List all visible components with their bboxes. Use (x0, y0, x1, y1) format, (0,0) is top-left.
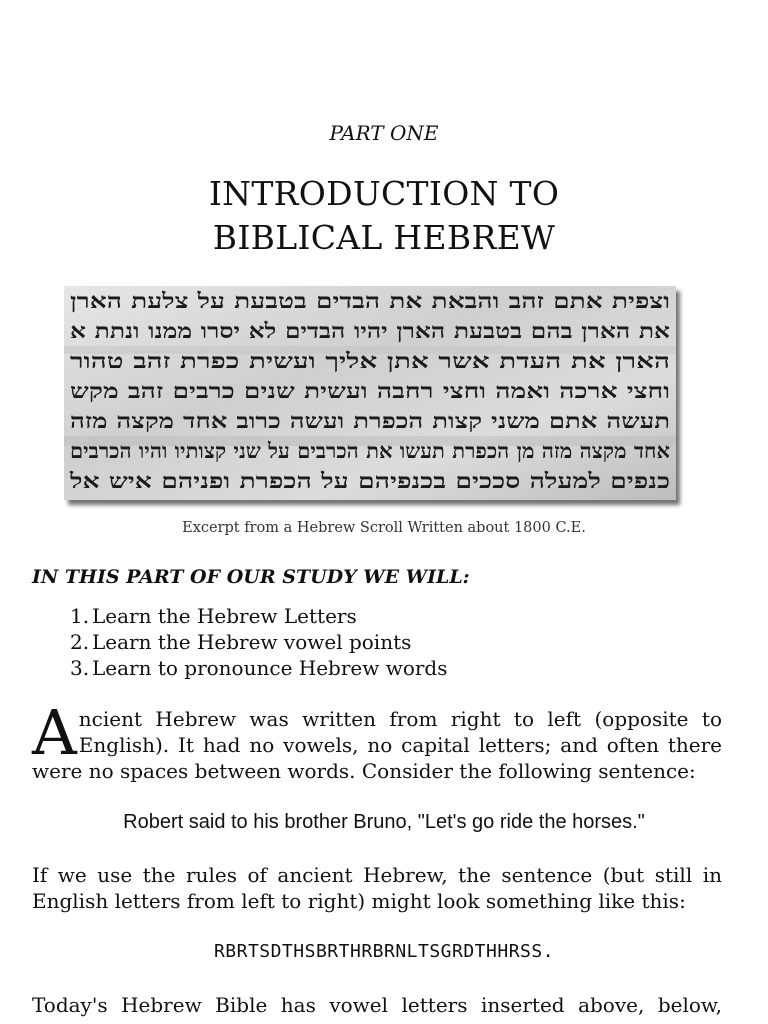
scroll-line: וחצי ארכה ואמה וחצי רחבה ועשית שנים כרבים זהב מקש (70, 378, 670, 403)
list-item: 1. Learn the Hebrew Letters (70, 604, 357, 628)
paragraph-line: English). It had no vowels, no capital letters; and often there (78, 733, 722, 757)
page-title (0, 172, 768, 260)
scroll-line: הארן את העדת אשר אתן אליך ועשית כפרת זהב טהור (70, 348, 670, 373)
list-item: 3. Learn to pronounce Hebrew words (70, 656, 448, 680)
part-label: PART ONE (329, 121, 439, 145)
paragraph-line: ncient Hebrew was written from right to left (opposite to (78, 707, 722, 731)
title-line-1: INTRODUCTION TO (208, 174, 560, 213)
paragraph-line: English letters from left to right) might look something like this: (32, 889, 686, 913)
scroll-line: כנפים למעלה סככים בכנפיהם על הכפרת ופניהם איש אל (68, 468, 671, 493)
hebrew-scroll-image (64, 286, 676, 500)
image-caption: Excerpt from a Hebrew Scroll Written about 1800 C.E. (182, 520, 586, 536)
scroll-line: את הארן בהם בטבעת הארן יהיו הבדים לא יסרו ממנו ונתת א (70, 318, 670, 343)
title-line-2: BIBLICAL HEBREW (212, 218, 556, 257)
compressed-example: RBRTSDTHSBRTHRBRNLTSGRDTHHRSS. (213, 941, 555, 962)
example-sentence: Robert said to his brother Bruno, "Let's go ride the horses." (123, 811, 645, 833)
objectives-list (70, 603, 448, 681)
scroll-line: וצפית אתם זהב והבאת את הבדים בטבעת על צלעת הארן (70, 288, 670, 313)
paragraph-line: If we use the rules of ancient Hebrew, the sentence (but still in (32, 863, 722, 887)
objectives-heading: IN THIS PART OF OUR STUDY WE WILL: (32, 566, 470, 588)
list-item: 2. Learn the Hebrew vowel points (70, 630, 412, 654)
scroll-line: אחד מקצה מזה מן הכפרת תעשו את הכרבים על שני קצותיו והיו הכרבים (70, 438, 670, 463)
intro-paragraph (32, 696, 722, 784)
bible-paragraph (32, 992, 722, 1018)
paragraph-line: were no spaces between words. Consider the following sentence: (32, 759, 696, 783)
drop-cap: A (32, 696, 77, 769)
rules-paragraph (32, 862, 722, 914)
scroll-line: תעשה אתם משני קצות הכפרת ועשה כרוב אחד מקצה מזה (70, 408, 670, 433)
paragraph-line: Today's Hebrew Bible has vowel letters inserted above, below, (32, 993, 722, 1017)
